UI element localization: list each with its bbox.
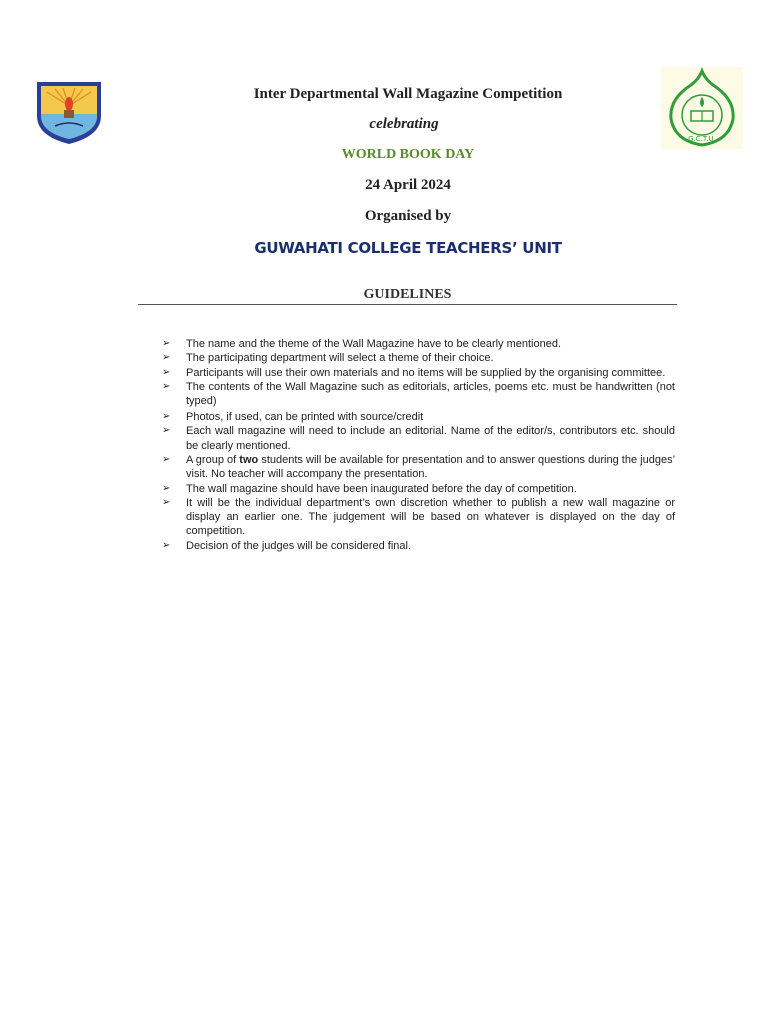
organiser-name: GUWAHATI COLLEGE TEACHERS’ UNIT [254, 239, 562, 257]
list-item: ➢ Decision of the judges will be considered final. [162, 539, 412, 552]
svg-text:G.C.T.U.: G.C.T.U. [688, 135, 716, 143]
list-item: ➢ The contents of the Wall Magazine such as editorials, articles, poems etc. must be handwritten (not typed) [162, 381, 675, 408]
arrow-bullet-icon: ➢ [162, 381, 171, 393]
list-item: ➢ The wall magazine should have been inaugurated before the day of competition. [162, 482, 577, 495]
event-date: 24 April 2024 [365, 177, 451, 193]
competition-title: Inter Departmental Wall Magazine Competition [253, 86, 563, 102]
arrow-bullet-icon: ➢ [162, 497, 171, 509]
arrow-bullet-icon: ➢ [162, 482, 171, 494]
guidelines-list [160, 337, 675, 553]
guidelines-heading: GUIDELINES [363, 287, 452, 302]
celebrating-text: celebrating [369, 116, 439, 132]
list-item: ➢ The participating department will select a theme of their choice. [162, 352, 494, 365]
organised-by-label: Organised by [364, 208, 452, 224]
arrow-bullet-icon: ➢ [162, 338, 171, 349]
arrow-bullet-icon: ➢ [162, 366, 171, 378]
list-item: ➢ It will be the individual department’s own discretion whether to publish a new wall magazine or display an earlier one. The judgement will be based on whatever is displayed on the day of competition. [162, 497, 675, 538]
arrow-bullet-icon: ➢ [162, 425, 171, 437]
list-item: ➢ Photos, if used, can be printed with source/credit [162, 411, 424, 424]
arrow-bullet-icon: ➢ [162, 411, 171, 423]
heading-divider [138, 304, 677, 305]
list-item: ➢ Each wall magazine will need to include an editorial. Name of the editor/s, contributors etc. should be clearly mentioned. [162, 425, 675, 452]
arrow-bullet-icon: ➢ [162, 539, 171, 551]
list-item: ➢ A group of two students will be available for presentation and to answer questions during the judges’ visit. No teacher will accompany the presentation. [162, 454, 676, 481]
event-name: WORLD BOOK DAY [341, 147, 475, 162]
list-item: ➢ Participants will use their own materials and no items will be supplied by the organising committee. [162, 366, 666, 379]
arrow-bullet-icon: ➢ [162, 454, 171, 466]
list-item: ➢ The name and the theme of the Wall Magazine have to be clearly mentioned. [162, 338, 562, 350]
teachers-unit-seal-logo [661, 67, 743, 149]
arrow-bullet-icon: ➢ [162, 352, 171, 364]
